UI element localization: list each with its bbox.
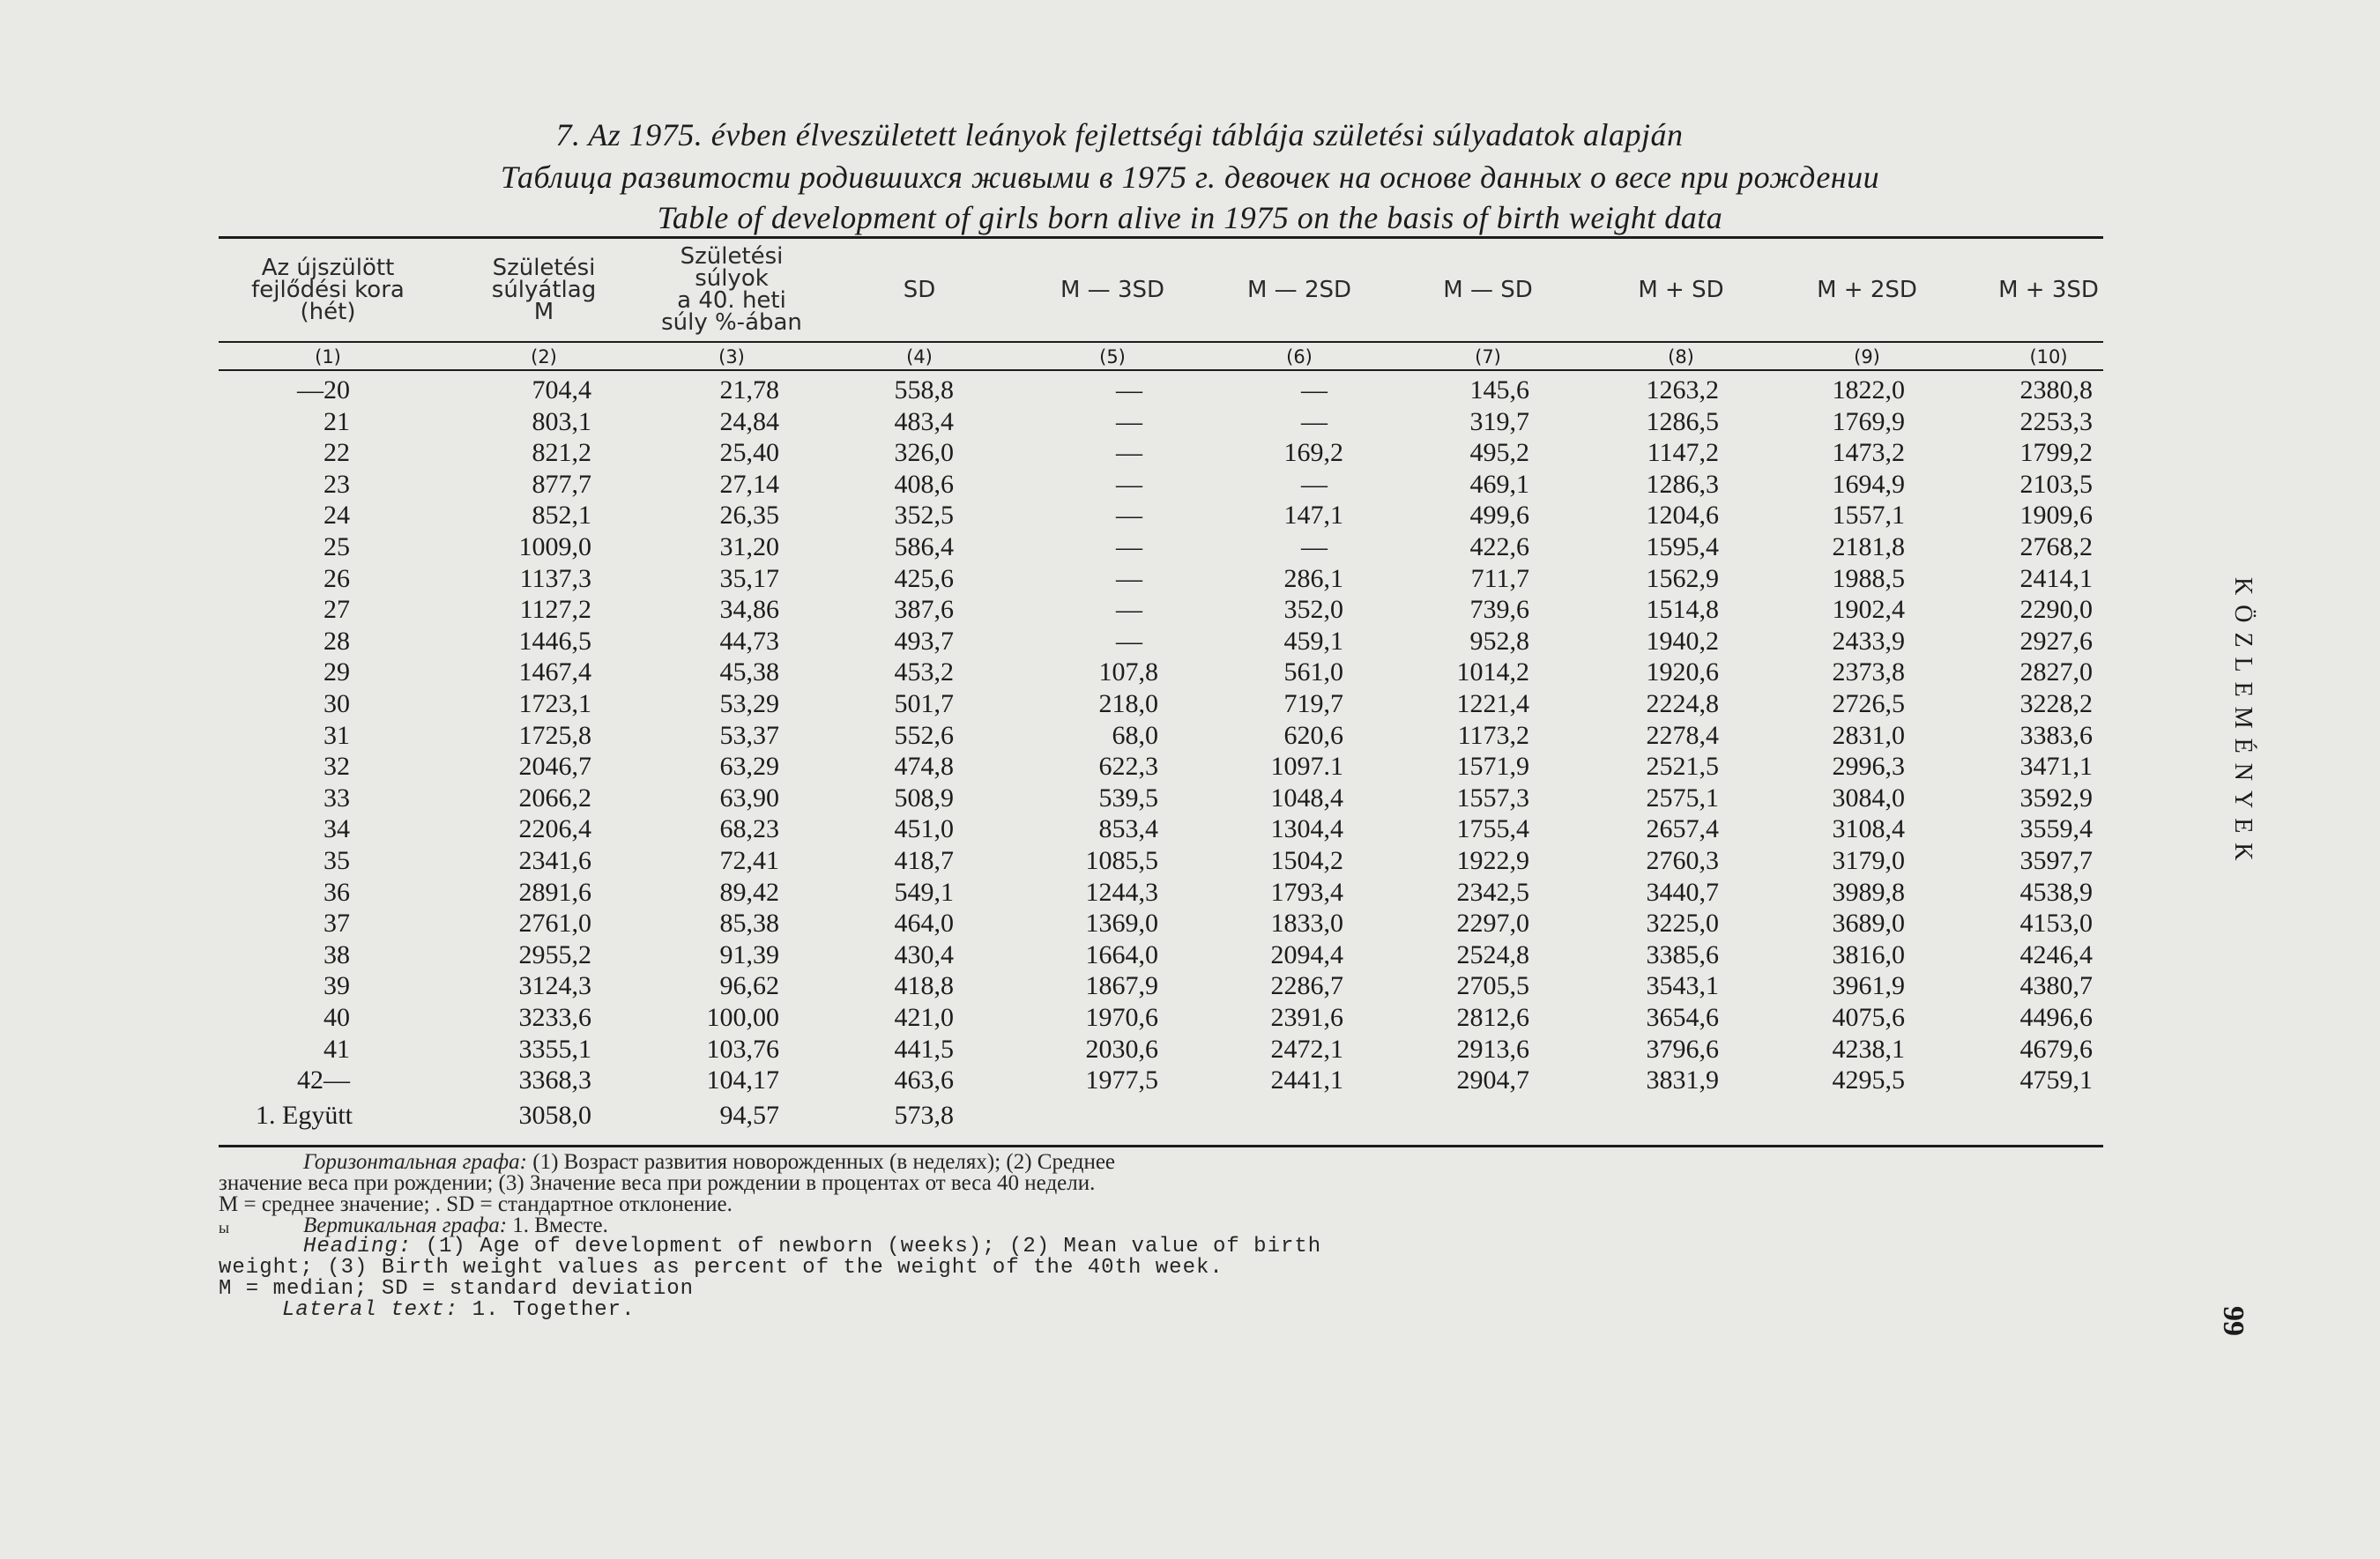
table-cell: 3233,6	[518, 1003, 591, 1032]
table-cell: 27,14	[719, 469, 779, 499]
table-cell: 1725,8	[518, 720, 591, 750]
column-number-9: (9)	[1854, 346, 1880, 367]
table-cell: 622,3	[1098, 752, 1158, 782]
table-cell: 1562,9	[1646, 563, 1719, 593]
table-cell: 852,1	[532, 501, 591, 531]
table-cell: 803,1	[532, 406, 591, 436]
table-cell: 218,0	[1098, 689, 1158, 718]
table-cell: 499,6	[1469, 501, 1529, 531]
column-header-5	[1029, 240, 1196, 340]
table-cell: 3543,1	[1646, 971, 1719, 1001]
table-cell: 493,7	[894, 626, 954, 656]
table-cell: 2726,5	[1832, 689, 1905, 718]
column-header-line: M	[533, 298, 554, 325]
table-cell: 3592,9	[2019, 783, 2093, 813]
table-cell: 40	[324, 1003, 350, 1032]
table-cell: 1988,5	[1832, 563, 1905, 593]
table-cell: 3228,2	[2019, 689, 2093, 718]
table-cell: 1304,4	[1270, 814, 1343, 844]
table-cell: 3225,0	[1646, 909, 1719, 939]
table-cell: 1127,2	[519, 595, 591, 625]
note-ru-heading-text-1: (1) Возраст развития новорожденных (в неделях); (2) Среднее	[527, 1150, 1116, 1174]
table-cell: 3179,0	[1832, 846, 1905, 875]
table-cell: 739,6	[1469, 595, 1529, 625]
table-cell: 3124,3	[518, 971, 591, 1001]
table-cell: 4679,6	[2019, 1034, 2093, 1064]
table-cell: 286,1	[1283, 563, 1343, 593]
table-cell: 1009,0	[518, 532, 591, 561]
margin-mark-icon: ы	[219, 1219, 230, 1236]
table-cell: 1977,5	[1085, 1065, 1158, 1095]
table-cell: 3989,8	[1832, 877, 1905, 907]
table-cell: 495,2	[1469, 438, 1529, 468]
table-cell: 2373,8	[1832, 657, 1905, 687]
table-cell: 3084,0	[1832, 783, 1905, 813]
table-cell: 2521,5	[1646, 752, 1719, 782]
table-cell: 719,7	[1283, 689, 1343, 718]
table-cell: 32	[324, 752, 350, 782]
table-cell: 2472,1	[1270, 1034, 1343, 1064]
table-cell: 169,2	[1283, 438, 1343, 468]
table-cell: 474,8	[894, 752, 954, 782]
table-cell: 145,6	[1469, 375, 1529, 405]
table-cell: 2955,2	[518, 939, 591, 969]
table-cell: 463,6	[894, 1065, 954, 1095]
page-number: 99	[2217, 1306, 2250, 1336]
table-cell: —	[1116, 438, 1142, 468]
column-header-line: Születési	[492, 254, 596, 281]
table-cell: 326,0	[894, 438, 954, 468]
table-cell: 2297,0	[1456, 909, 1529, 939]
column-header-line: (hét)	[300, 298, 356, 325]
table-cell: 37	[324, 909, 350, 939]
table-cell: 1723,1	[518, 689, 591, 718]
table-cell: 586,4	[894, 532, 954, 561]
table-cell: 711,7	[1470, 563, 1529, 593]
table-cell: 2831,0	[1832, 720, 1905, 750]
table-cell: 1137,3	[519, 563, 591, 593]
table-cell: —	[1116, 375, 1142, 405]
table-cell: 2103,5	[2019, 469, 2093, 499]
table-cell: 89,42	[719, 877, 779, 907]
table-cell: 1970,6	[1085, 1003, 1158, 1032]
table-cell: 100,00	[706, 1003, 779, 1032]
table-cell: 42—	[297, 1065, 350, 1095]
table-cell: 1446,5	[518, 626, 591, 656]
table-cell: 1221,4	[1456, 689, 1529, 718]
table-cell: 1244,3	[1085, 877, 1158, 907]
table-cell: 2575,1	[1646, 783, 1719, 813]
table-cell: 2913,6	[1456, 1034, 1529, 1064]
table-cell: 3440,7	[1646, 877, 1719, 907]
table-cell: 4238,1	[1832, 1034, 1905, 1064]
table-cell: 2094,4	[1270, 939, 1343, 969]
table-cell: 44,73	[719, 626, 779, 656]
note-en-heading-text-3: M = median; SD = standard deviation	[219, 1277, 695, 1301]
table-cell: 421,0	[894, 1003, 954, 1032]
table-cell: 2224,8	[1646, 689, 1719, 718]
table-cell: 418,8	[894, 971, 954, 1001]
table-cell: 4075,6	[1832, 1003, 1905, 1032]
table-cell: 22	[324, 438, 350, 468]
table-cell: 1822,0	[1832, 375, 1905, 405]
table-cell: —20	[297, 375, 350, 405]
table-cell: 35	[324, 846, 350, 875]
table-cell: 53,29	[719, 689, 779, 718]
table-cell: 3654,6	[1646, 1003, 1719, 1032]
table-cell: 2290,0	[2019, 595, 2093, 625]
table-cell: 2380,8	[2019, 375, 2093, 405]
table-cell: 453,2	[894, 657, 954, 687]
table-cell: 952,8	[1469, 626, 1529, 656]
table-cell: 418,7	[894, 846, 954, 875]
column-header-4	[858, 240, 981, 340]
table-cell: 34	[324, 814, 350, 844]
table-cell: 3796,6	[1646, 1034, 1719, 1064]
table-cell: 1. Együtt	[256, 1100, 353, 1130]
table-cell: 104,17	[706, 1065, 779, 1095]
table-cell: 4380,7	[2019, 971, 2093, 1001]
table-cell: 3831,9	[1646, 1065, 1719, 1095]
table-cell: —	[1116, 469, 1142, 499]
table-cell: 508,9	[894, 783, 954, 813]
column-header-line: M + SD	[1638, 276, 1724, 303]
column-header-line: Születési	[680, 243, 784, 270]
column-header-line: a 40. heti	[677, 287, 786, 314]
table-cell: 853,4	[1098, 814, 1158, 844]
table-cell: 3368,3	[518, 1065, 591, 1095]
column-number-8: (8)	[1668, 346, 1694, 367]
column-header-line: M — 3SD	[1060, 276, 1165, 303]
table-cell: 464,0	[894, 909, 954, 939]
column-header-line: fejlődési kora	[251, 276, 405, 303]
table-cell: —	[1301, 469, 1328, 499]
table-cell: 107,8	[1098, 657, 1158, 687]
table-cell: 1557,1	[1832, 501, 1905, 531]
table-cell: 1571,9	[1456, 752, 1529, 782]
table-cell: 2761,0	[518, 909, 591, 939]
note-en-line-1	[219, 1236, 1453, 1258]
column-number-rule	[219, 369, 2103, 371]
table-cell: 2768,2	[2019, 532, 2093, 561]
table-cell: 3816,0	[1832, 939, 1905, 969]
table-cell: 2524,8	[1456, 939, 1529, 969]
column-header-2	[456, 240, 632, 340]
column-header-line: M + 3SD	[1998, 276, 2099, 303]
table-cell: 3355,1	[518, 1034, 591, 1064]
note-ru-lateral-label: Вертикальная графа:	[303, 1214, 508, 1237]
table-bottom-rule	[219, 1145, 2103, 1147]
table-cell: 704,4	[532, 375, 591, 405]
table-cell: 45,38	[719, 657, 779, 687]
table-cell: 2046,7	[518, 752, 591, 782]
table-cell: 501,7	[894, 689, 954, 718]
table-cell: 1867,9	[1085, 971, 1158, 1001]
table-cell: —	[1301, 375, 1328, 405]
table-cell: 552,6	[894, 720, 954, 750]
table-cell: 2342,5	[1456, 877, 1529, 907]
table-cell: 25,40	[719, 438, 779, 468]
column-number-10: (10)	[2029, 346, 2068, 367]
column-header-6	[1216, 240, 1383, 340]
table-cell: 1940,2	[1646, 626, 1719, 656]
table-cell: 23	[324, 469, 350, 499]
note-en-lateral-label: Lateral text:	[282, 1298, 459, 1322]
note-en-heading-text-1: (1) Age of development of newborn (weeks); (2) Mean value of birth	[412, 1235, 1322, 1258]
table-cell: 620,6	[1283, 720, 1343, 750]
table-cell: 34,86	[719, 595, 779, 625]
table-cell: —	[1116, 501, 1142, 531]
table-cell: 2278,4	[1646, 720, 1719, 750]
column-header-1	[231, 240, 425, 340]
table-cell: 3559,4	[2019, 814, 2093, 844]
note-en-line-lateral	[219, 1300, 1453, 1321]
column-header-line: SD	[903, 276, 936, 303]
table-cell: 1595,4	[1646, 532, 1719, 561]
column-header-10	[1965, 240, 2132, 340]
table-cell: 63,90	[719, 783, 779, 813]
table-cell: 352,5	[894, 501, 954, 531]
table-cell: —	[1116, 532, 1142, 561]
table-cell: 21,78	[719, 375, 779, 405]
table-cell: 30	[324, 689, 350, 718]
table-cell: 2030,6	[1085, 1034, 1158, 1064]
column-header-line: M — 2SD	[1246, 276, 1352, 303]
note-en-lateral-text: 1. Together.	[458, 1298, 636, 1322]
table-cell: 2657,4	[1646, 814, 1719, 844]
table-cell: 2441,1	[1270, 1065, 1343, 1095]
table-cell: 31,20	[719, 532, 779, 561]
table-cell: 27	[324, 595, 350, 625]
table-cell: 1902,4	[1832, 595, 1905, 625]
table-cell: 877,7	[532, 469, 591, 499]
column-number-6: (6)	[1286, 346, 1313, 367]
column-header-line: Az újszülött	[261, 254, 395, 281]
table-cell: 91,39	[719, 939, 779, 969]
table-cell: 72,41	[719, 846, 779, 875]
table-cell: 1467,4	[518, 657, 591, 687]
table-cell: 1557,3	[1456, 783, 1529, 813]
column-header-line: M + 2SD	[1817, 276, 1917, 303]
table-cell: 430,4	[894, 939, 954, 969]
table-cell: 549,1	[894, 877, 954, 907]
table-cell: 573,8	[894, 1100, 954, 1130]
title-russian: Таблица развитости родившихся живыми в 1975 г. девочек на основе данных о весе при рождении	[500, 160, 1880, 195]
table-cell: 147,1	[1283, 501, 1343, 531]
table-cell: 3961,9	[1832, 971, 1905, 1001]
column-number-4: (4)	[906, 346, 933, 367]
table-cell: 1286,3	[1646, 469, 1719, 499]
table-cell: 3058,0	[518, 1100, 591, 1130]
table-cell: 2391,6	[1270, 1003, 1343, 1032]
table-cell: 2904,7	[1456, 1065, 1529, 1095]
note-ru-heading-text-3: M = среднее значение; . SD = стандартное отклонение.	[219, 1192, 733, 1216]
table-cell: 2341,6	[518, 846, 591, 875]
table-cell: 319,7	[1469, 406, 1529, 436]
column-header-line: súlyátlag	[491, 276, 597, 303]
table-cell: 539,5	[1098, 783, 1158, 813]
table-cell: 1014,2	[1456, 657, 1529, 687]
table-cell: 4246,4	[2019, 939, 2093, 969]
column-header-line: súlyok	[695, 265, 769, 292]
column-number-3: (3)	[718, 346, 745, 367]
table-cell: 2414,1	[2019, 563, 2093, 593]
column-header-8	[1597, 240, 1765, 340]
table-cell: 4153,0	[2019, 909, 2093, 939]
table-cell: 2927,6	[2019, 626, 2093, 656]
column-header-line: súly %-ában	[661, 309, 802, 336]
table-cell: 1920,6	[1646, 657, 1719, 687]
table-cell: 24,84	[719, 406, 779, 436]
table-cell: 4538,9	[2019, 877, 2093, 907]
table-cell: 2253,3	[2019, 406, 2093, 436]
table-cell: 94,57	[719, 1100, 779, 1130]
table-cell: 103,76	[706, 1034, 779, 1064]
table-cell: 483,4	[894, 406, 954, 436]
table-cell: —	[1116, 563, 1142, 593]
column-number-1: (1)	[315, 346, 341, 367]
table-cell: 459,1	[1283, 626, 1343, 656]
table-cell: 1097.1	[1270, 752, 1343, 782]
note-en-heading-label: Heading:	[303, 1235, 413, 1258]
note-ru-lateral-text: 1. Вместе.	[507, 1214, 608, 1237]
column-header-3	[643, 240, 820, 340]
table-cell: 3383,6	[2019, 720, 2093, 750]
table-cell: 28	[324, 626, 350, 656]
table-cell: 2812,6	[1456, 1003, 1529, 1032]
table-cell: 821,2	[532, 438, 591, 468]
table-cell: 63,29	[719, 752, 779, 782]
column-header-line: M — SD	[1443, 276, 1533, 303]
table-cell: 2286,7	[1270, 971, 1343, 1001]
table-cell: 2760,3	[1646, 846, 1719, 875]
table-cell: 36	[324, 877, 350, 907]
table-cell: 68,23	[719, 814, 779, 844]
table-cell: 35,17	[719, 563, 779, 593]
table-cell: 441,5	[894, 1034, 954, 1064]
table-cell: 2891,6	[518, 877, 591, 907]
column-number-7: (7)	[1475, 346, 1501, 367]
table-cell: 3385,6	[1646, 939, 1719, 969]
note-ru-line-lateral	[219, 1215, 1453, 1236]
table-cell: 85,38	[719, 909, 779, 939]
table-notes	[219, 1152, 1453, 1321]
table-cell: 3597,7	[2019, 846, 2093, 875]
table-cell: 1799,2	[2019, 438, 2093, 468]
table-cell: 1793,4	[1270, 877, 1343, 907]
table-cell: 2827,0	[2019, 657, 2093, 687]
table-cell: 1369,0	[1085, 909, 1158, 939]
table-cell: 408,6	[894, 469, 954, 499]
table-cell: 33	[324, 783, 350, 813]
table-cell: 1085,5	[1085, 846, 1158, 875]
table-cell: 422,6	[1469, 532, 1529, 561]
table-cell: 68,0	[1112, 720, 1158, 750]
table-cell: 2066,2	[518, 783, 591, 813]
table-cell: 4759,1	[2019, 1065, 2093, 1095]
table-top-rule	[219, 236, 2103, 239]
table-cell: 3689,0	[1832, 909, 1905, 939]
table-cell: 25	[324, 532, 350, 561]
table-cell: 26	[324, 563, 350, 593]
table-cell: 1504,2	[1270, 846, 1343, 875]
table-cell: 96,62	[719, 971, 779, 1001]
table-cell: 3108,4	[1832, 814, 1905, 844]
table-cell: —	[1301, 406, 1328, 436]
table-cell: —	[1301, 532, 1328, 561]
table-cell: 1286,5	[1646, 406, 1719, 436]
table-cell: 1204,6	[1646, 501, 1719, 531]
table-cell: 2206,4	[518, 814, 591, 844]
table-cell: 29	[324, 657, 350, 687]
table-cell: 3471,1	[2019, 752, 2093, 782]
table-cell: 26,35	[719, 501, 779, 531]
table-cell: —	[1116, 626, 1142, 656]
table-cell: 1173,2	[1457, 720, 1529, 750]
title-english: Table of development of girls born alive in 1975 on the basis of birth weight data	[657, 200, 1723, 235]
note-ru-heading-text-2: значение веса при рождении; (3) Значение веса при рождении в процентах от веса 40 недели.	[219, 1171, 1096, 1195]
table-cell: 352,0	[1283, 595, 1343, 625]
table-cell: 38	[324, 939, 350, 969]
table-cell: 2181,8	[1832, 532, 1905, 561]
column-header-7	[1404, 240, 1572, 340]
table-cell: 4295,5	[1832, 1065, 1905, 1095]
table-cell: 469,1	[1469, 469, 1529, 499]
table-cell: 53,37	[719, 720, 779, 750]
table-cell: 451,0	[894, 814, 954, 844]
table-cell: 41	[324, 1034, 350, 1064]
table-cell: 1769,9	[1832, 406, 1905, 436]
table-cell: 1664,0	[1085, 939, 1158, 969]
table-cell: 1514,8	[1646, 595, 1719, 625]
title-hungarian: 7. Az 1975. évben élveszületett leányok fejlettségi táblája születési súlyadatok alapján	[555, 117, 1684, 152]
table-cell: 561,0	[1283, 657, 1343, 687]
table-cell: 31	[324, 720, 350, 750]
table-cell: 1473,2	[1832, 438, 1905, 468]
column-header-9	[1783, 240, 1951, 340]
table-cell: 1922,9	[1456, 846, 1529, 875]
note-ru-line-1	[219, 1152, 1453, 1173]
table-cell: 1694,9	[1832, 469, 1905, 499]
note-en-heading-text-2: weight; (3) Birth weight values as percent of the weight of the 40th week.	[219, 1256, 1223, 1280]
table-cell: —	[1116, 406, 1142, 436]
table-cell: 1048,4	[1270, 783, 1343, 813]
table-cell: 425,6	[894, 563, 954, 593]
table-cell: 387,6	[894, 595, 954, 625]
table-cell: 1833,0	[1270, 909, 1343, 939]
header-bottom-rule	[219, 341, 2103, 343]
table-cell: 2705,5	[1456, 971, 1529, 1001]
column-number-5: (5)	[1099, 346, 1126, 367]
table-cell: 1147,2	[1647, 438, 1719, 468]
table-cell: 4496,6	[2019, 1003, 2093, 1032]
note-ru-heading-label: Горизонтальная графа:	[303, 1150, 527, 1174]
table-cell: 558,8	[894, 375, 954, 405]
table-cell: 2433,9	[1832, 626, 1905, 656]
section-side-label: KÖZLEMÉNYEK	[2229, 577, 2257, 871]
table-cell: 39	[324, 971, 350, 1001]
table-cell: 1909,6	[2019, 501, 2093, 531]
table-cell: 2996,3	[1832, 752, 1905, 782]
table-cell: 1755,4	[1456, 814, 1529, 844]
column-number-2: (2)	[531, 346, 557, 367]
table-cell: 1263,2	[1646, 375, 1719, 405]
table-cell: 21	[324, 406, 350, 436]
table-cell: —	[1116, 595, 1142, 625]
table-cell: 24	[324, 501, 350, 531]
